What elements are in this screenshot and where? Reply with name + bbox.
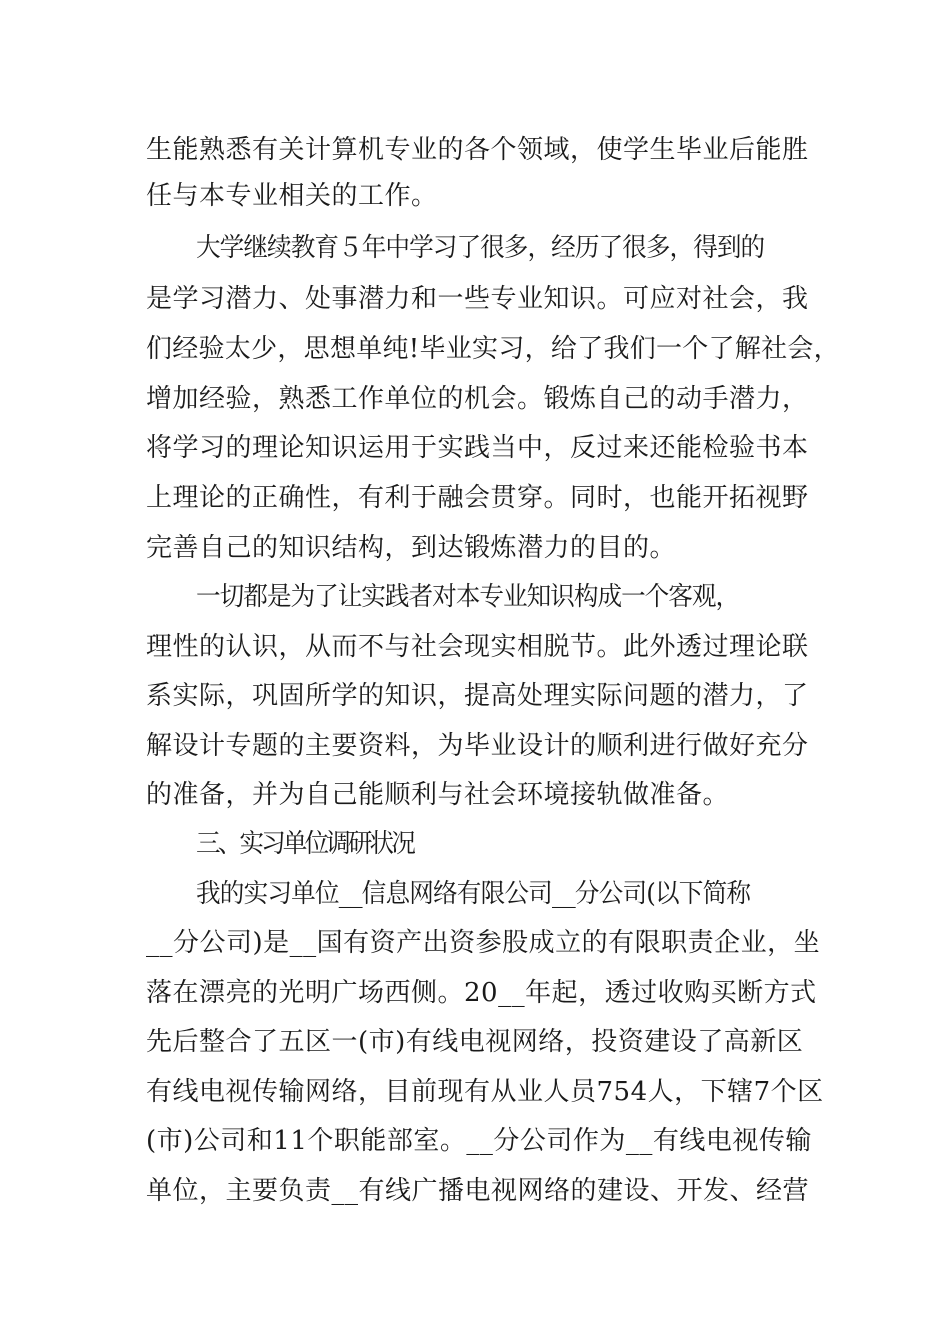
paragraph-line: 一切都是为了让实践者对本专业知识构成一个客观， xyxy=(196,582,740,612)
paragraph-line: 理性的认识，从而不与社会现实相脱节。此外透过理论联 xyxy=(146,632,809,662)
paragraph-line: 们经验太少，思想单纯!毕业实习，给了我们一个了解社会， xyxy=(146,334,840,364)
paragraph-line: 的准备，并为自己能顺利与社会环境接轨做准备。 xyxy=(146,780,730,810)
paragraph-line: 是学习潜力、处事潜力和一些专业知识。可应对社会，我 xyxy=(146,284,809,314)
paragraph-line: (市)公司和11个职能部室。__分公司作为__有线电视传输 xyxy=(146,1126,812,1156)
paragraph-line: 我的实习单位__信息网络有限公司__分公司(以下简称 xyxy=(196,879,751,909)
paragraph-line: 系实际，巩固所学的知识，提高处理实际问题的潜力，了 xyxy=(146,681,809,711)
paragraph-line: 将学习的理论知识运用于实践当中，反过来还能检验书本 xyxy=(146,433,809,463)
paragraph-line: 大学继续教育５年中学习了很多，经历了很多，得到的 xyxy=(196,233,765,263)
paragraph-line: 完善自己的知识结构，到达锻炼潜力的目的。 xyxy=(146,533,677,563)
paragraph-line: 落在漂亮的光明广场西侧。20__年起，透过收购买断方式 xyxy=(146,978,817,1008)
paragraph-line: 有线电视传输网络，目前现有从业人员754人，下辖7个区 xyxy=(146,1077,824,1107)
paragraph-line: 任与本专业相关的工作。 xyxy=(146,181,438,211)
paragraph-line: 解设计专题的主要资料，为毕业设计的顺利进行做好充分 xyxy=(146,731,809,761)
paragraph-line: __分公司)是__国有资产出资参股成立的有限职责企业，坐 xyxy=(146,928,821,958)
paragraph-line: 先后整合了五区一(市)有线电视网络，投资建设了高新区 xyxy=(146,1027,804,1057)
paragraph-line: 生能熟悉有关计算机专业的各个领域，使学生毕业后能胜 xyxy=(146,135,809,165)
section-heading: 三、实习单位调研状况 xyxy=(196,829,413,859)
paragraph-line: 单位，主要负责__有线广播电视网络的建设、开发、经营 xyxy=(146,1176,810,1206)
paragraph-line: 上理论的正确性，有利于融会贯穿。同时，也能开拓视野 xyxy=(146,483,809,513)
paragraph-line: 增加经验，熟悉工作单位的机会。锻炼自己的动手潜力， xyxy=(146,384,809,414)
